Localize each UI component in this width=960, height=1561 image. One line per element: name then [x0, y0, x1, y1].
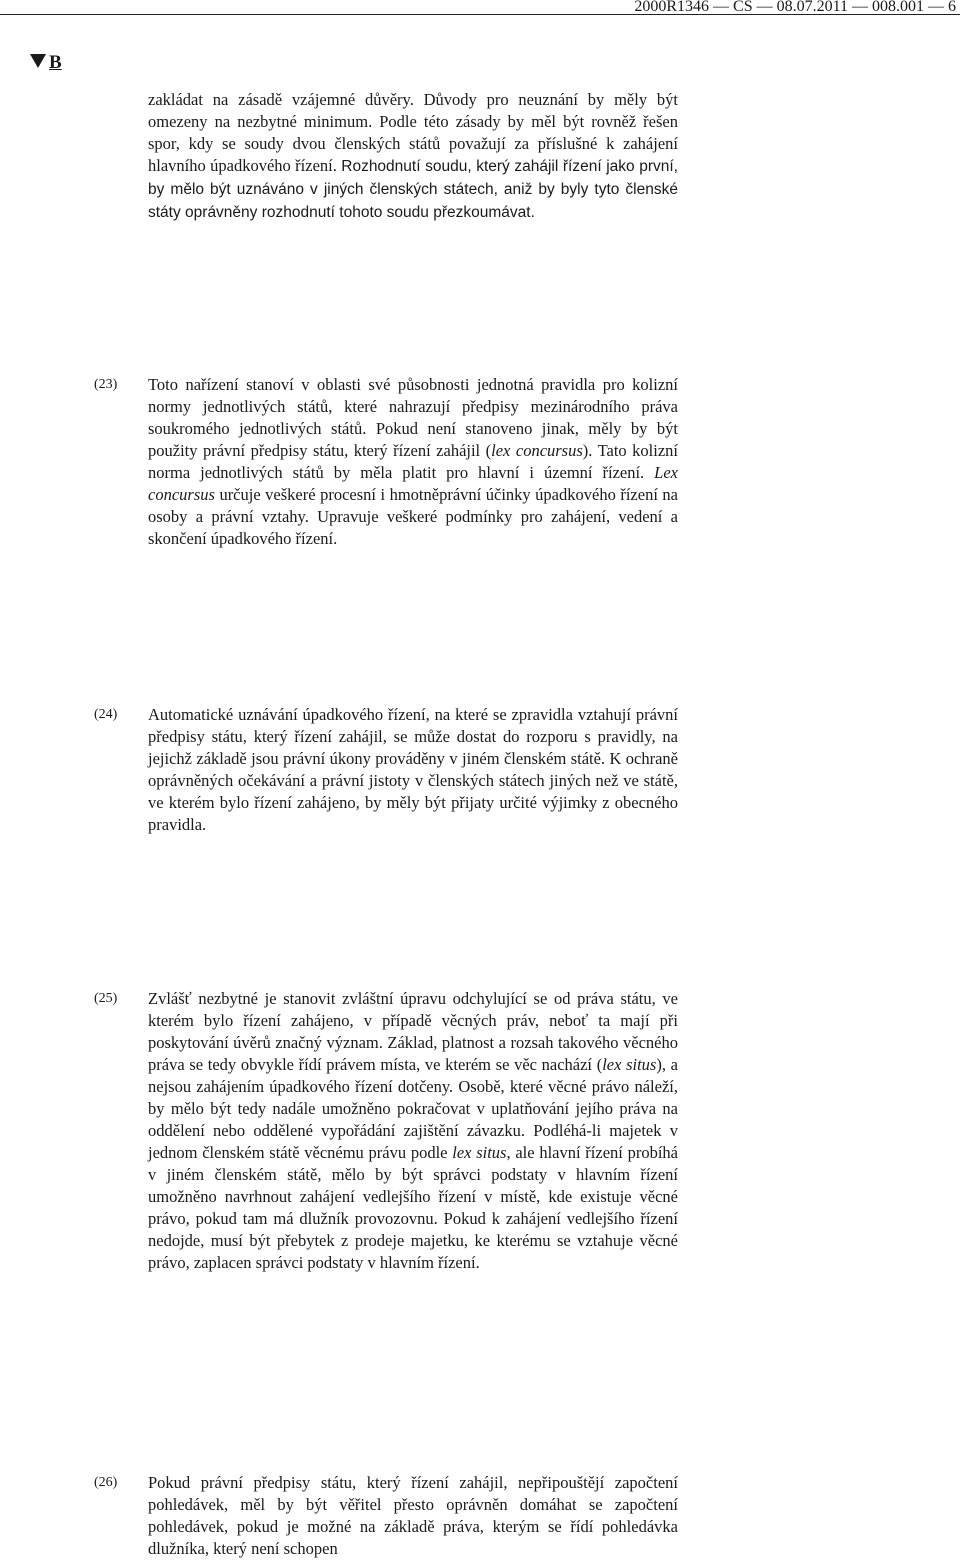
paragraph-number: (25) [94, 991, 118, 1006]
paragraph-text: Rozhodnutí soudu, který zahájil řízení jako první, by mělo být uznáváno v jiných členských státech, aniž by byly tyto členské státy oprávněny rozhodnutí tohoto soudu přezkoumávat. [148, 158, 678, 221]
header-text: 2000R1346 — CS — 08.07.2011 — 008.001 — 6 [634, 0, 956, 15]
amendment-marker [30, 52, 62, 74]
paragraph-26 [148, 1472, 678, 1560]
italic-term: Lex concursus [148, 463, 678, 504]
paragraph-text: Pokud právní předpisy státu, který řízení zahájil, nepřipouštějí započtení pohledávek, měl by být věřitel přesto oprávněn domáhat se započtení pohledávek, pokud je možné na základě práva, kterým se řídí pohledávka dlužníka, který není schopen [148, 1473, 678, 1558]
paragraph-text: Toto nařízení stanoví v oblasti své působnosti jednotná pravidla pro kolizní normy jednotlivých států, které nahrazují předpisy mezinárodního práva soukromého jednotlivých států. Pokud není stanoveno jinak, měly by být použity právní předpisy státu, který řízení zahájil ( [148, 375, 678, 460]
paragraph-number: (26) [94, 1475, 118, 1490]
paragraph-text: Automatické uznávání úpadkového řízení, na které se zpravidla vztahují právní předpisy státu, který řízení zahájil, se může dostat do rozporu s pravidly, na jejichž základě jsou právní úkony prováděny v jiném členském státě. K ochraně oprávněných očekávání a právní jistoty v členských státech jiných než ve státě, ve kterém bylo řízení zahájeno, by měly být přijaty určité výjimky z obecného pravidla. [148, 705, 678, 834]
paragraph-text: ), a nejsou zahájením úpadkového řízení dotčeny. Osobě, které věcné právo náleží, by mělo být tedy nadále umožněno pokračovat v uplatňování jejího práva na oddělení nebo oddělené vypořádání zajištění závazku. Podléhá-li majetek v jednom členském státě věcnému právu podle [148, 1055, 678, 1162]
triangle-down-icon [30, 54, 46, 68]
paragraph-text: Zvlášť nezbytné je stanovit zvláštní úpravu odchylující se od práva státu, ve kterém bylo řízení zahájeno, v případě věcných práv, neboť ta mají při poskytování úvěrů značný význam. Základ, platnost a rozsah takového věcného práva se tedy obvykle řídí právem místa, ve kterém se věc nachází ( [148, 989, 678, 1074]
italic-term: lex concursus [491, 441, 583, 460]
paragraph-text: zakládat na zásadě vzájemné důvěry. Důvody pro neuznání by měly být omezeny na nezbytné minimum. Podle této zásady by měl být rovněž řešen spor, kdy se soudy dvou členských států považují za příslušné k zahájení hlavního úpadkového řízení. [148, 90, 678, 175]
italic-term: lex situs [602, 1055, 657, 1074]
paragraph-number: (24) [94, 707, 118, 722]
marker-letter: B [49, 52, 62, 73]
paragraph-23 [148, 374, 678, 550]
paragraph-text: určuje veškeré procesní i hmotněprávní účinky úpadkového řízení na osoby a právní vztahy. Upravuje veškeré podmínky pro zahájení, vedení a skončení úpadkového řízení. [148, 485, 678, 548]
paragraph-text: ). Tato kolizní norma jednotlivých států by měla platit pro hlavní i územní řízení. [148, 441, 678, 482]
paragraph-continuation [148, 89, 678, 224]
paragraph-25 [148, 988, 678, 1274]
paragraph-24 [148, 704, 678, 836]
paragraph-text: , ale hlavní řízení probíhá v jiném členském státě, mělo by být správci podstaty v hlavním řízení umožněno navrhnout zahájení vedlejšího řízení v místě, kde existuje věcné právo, pokud tam má dlužník provozovnu. Pokud k zahájení vedlejšího řízení nedojde, musí být přebytek z prodeje majetku, ke kterému se vztahuje věcné právo, zaplacen správci podstaty v hlavním řízení. [148, 1143, 678, 1272]
paragraph-number: (23) [94, 377, 118, 392]
italic-term: lex situs [452, 1143, 507, 1162]
page-header [0, 0, 960, 15]
